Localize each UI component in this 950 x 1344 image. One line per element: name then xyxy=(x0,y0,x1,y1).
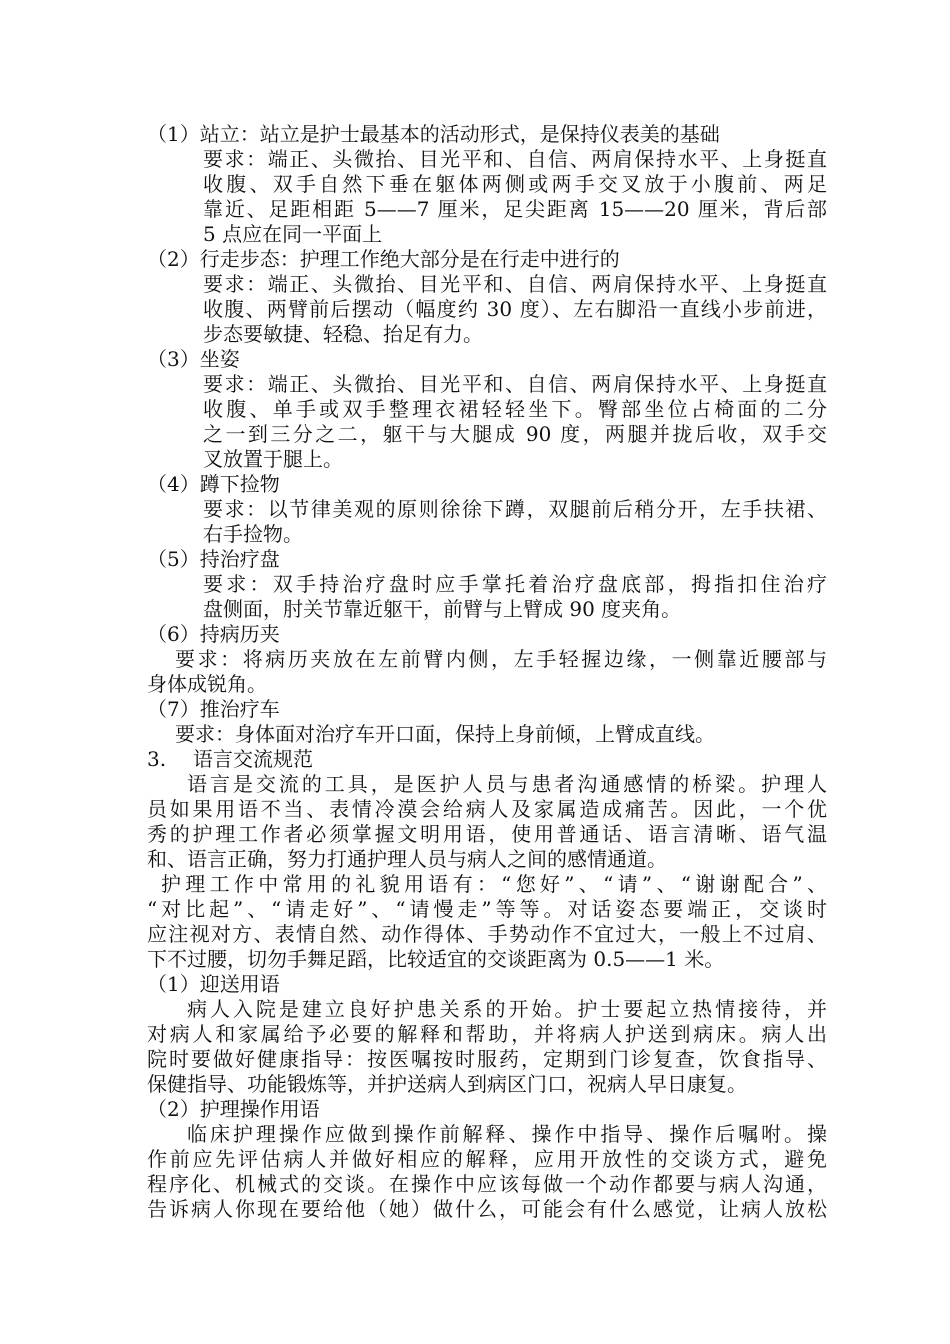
text-line xyxy=(147,147,827,172)
document-body xyxy=(147,122,827,1222)
text-line xyxy=(147,122,827,147)
text-line xyxy=(147,897,827,922)
text-line xyxy=(147,522,827,547)
line-text: （1）迎送用语 xyxy=(147,972,280,996)
line-text: 之一到三分之二，躯干与大腿成 90 度，两腿并拢后收，双手交 xyxy=(203,422,827,446)
line-text: 要求：以节律美观的原则徐徐下蹲，双腿前后稍分开，左手扶裙、 xyxy=(203,497,827,521)
line-text: 右手捡物。 xyxy=(203,522,303,546)
line-text: 应注视对方、表情自然、动作得体、手势动作不宜过大，一般上不过肩、 xyxy=(147,922,827,946)
line-text: 靠近、足距相距 5——7 厘米，足尖距离 15——20 厘米，背后部 xyxy=(203,197,827,221)
line-text: 要求：端正、头微抬、目光平和、自信、两肩保持水平、上身挺直 xyxy=(203,272,827,296)
line-text: 步态要敏捷、轻稳、抬足有力。 xyxy=(203,322,483,346)
text-line xyxy=(147,472,827,497)
text-line xyxy=(147,322,827,347)
text-line xyxy=(147,497,827,522)
line-text: （1）站立：站立是护士最基本的活动形式，是保持仪表美的基础 xyxy=(147,122,720,146)
text-line xyxy=(147,372,827,397)
text-line xyxy=(147,922,827,947)
line-text: 身体成锐角。 xyxy=(147,672,267,696)
line-text: “对比起”、“请走好”、“请慢走”等等。对话姿态要端正，交谈时 xyxy=(147,897,827,921)
text-line xyxy=(147,722,827,747)
line-text: 收腹、单手或双手整理衣裙轻轻坐下。臀部坐位占椅面的二分 xyxy=(203,397,827,421)
text-line xyxy=(147,297,827,322)
text-line xyxy=(147,697,827,722)
line-text: 要求：端正、头微抬、目光平和、自信、两肩保持水平、上身挺直 xyxy=(203,147,827,171)
line-text: （7）推治疗车 xyxy=(147,697,280,721)
line-text: 要求：身体面对治疗车开口面，保持上身前倾，上臂成直线。 xyxy=(175,722,715,746)
line-text: 告诉病人你现在要给他（她）做什么，可能会有什么感觉，让病人放松 xyxy=(147,1197,827,1221)
line-text: 下不过腰，切勿手舞足蹈，比较适宜的交谈距离为 0.5——1 米。 xyxy=(147,947,725,971)
text-line xyxy=(147,1072,827,1097)
line-text: （6）持病历夹 xyxy=(147,622,280,646)
text-line xyxy=(147,1047,827,1072)
line-text: 要求：双手持治疗盘时应手掌托着治疗盘底部，拇指扣住治疗 xyxy=(203,572,827,596)
text-line xyxy=(147,1122,827,1147)
text-line xyxy=(147,822,827,847)
text-line xyxy=(147,1022,827,1047)
line-text: 护理工作中常用的礼貌用语有：“您好”、“请”、“谢谢配合”、 xyxy=(161,872,827,896)
line-text: 秀的护理工作者必须掌握文明用语，使用普通话、语言清晰、语气温 xyxy=(147,822,827,846)
text-line xyxy=(147,1097,827,1122)
line-text: 和、语言正确，努力打通护理人员与病人之间的感情通道。 xyxy=(147,847,667,871)
text-line xyxy=(147,1197,827,1222)
line-text: （5）持治疗盘 xyxy=(147,547,280,571)
text-line xyxy=(147,647,827,672)
text-line xyxy=(147,972,827,997)
line-text: 要求：端正、头微抬、目光平和、自信、两肩保持水平、上身挺直 xyxy=(203,372,827,396)
line-text: 作前应先评估病人并做好相应的解释，应用开放性的交谈方式，避免 xyxy=(147,1147,827,1171)
text-line xyxy=(147,347,827,372)
line-text: 院时要做好健康指导：按医嘱按时服药，定期到门诊复查，饮食指导、 xyxy=(147,1047,827,1071)
line-text: （3）坐姿 xyxy=(147,347,240,371)
text-line xyxy=(147,247,827,272)
text-line xyxy=(147,197,827,222)
text-line xyxy=(147,1147,827,1172)
section-number: 3. xyxy=(147,747,167,771)
text-line xyxy=(147,272,827,297)
text-line xyxy=(147,622,827,647)
line-text: 语言交流规范 xyxy=(193,747,313,771)
text-line xyxy=(147,397,827,422)
text-line xyxy=(147,847,827,872)
text-line xyxy=(147,747,827,772)
line-text: 盘侧面，肘关节靠近躯干，前臂与上臂成 90 度夹角。 xyxy=(203,597,682,621)
line-text: 员如果用语不当、表情冷漠会给病人及家属造成痛苦。因此，一个优 xyxy=(147,797,827,821)
line-text: （2）护理操作用语 xyxy=(147,1097,320,1121)
text-line xyxy=(147,997,827,1022)
line-text: 叉放置于腿上。 xyxy=(203,447,343,471)
line-text: 病人入院是建立良好护患关系的开始。护士要起立热情接待，并 xyxy=(187,997,827,1021)
line-text: 收腹、双手自然下垂在躯体两侧或两手交叉放于小腹前、两足 xyxy=(203,172,827,196)
text-line xyxy=(147,772,827,797)
text-line xyxy=(147,947,827,972)
text-line xyxy=(147,597,827,622)
text-line xyxy=(147,547,827,572)
text-line xyxy=(147,672,827,697)
text-line xyxy=(147,797,827,822)
line-text: 5 点应在同一平面上 xyxy=(203,222,383,246)
text-line xyxy=(147,572,827,597)
text-line xyxy=(147,872,827,897)
line-text: 程序化、机械式的交谈。在操作中应该每做一个动作都要与病人沟通， xyxy=(147,1172,827,1196)
line-text: （2）行走步态：护理工作绝大部分是在行走中进行的 xyxy=(147,247,620,271)
text-line xyxy=(147,222,827,247)
text-line xyxy=(147,447,827,472)
line-text: 要求：将病历夹放在左前臂内侧，左手轻握边缘，一侧靠近腰部与 xyxy=(175,647,827,671)
line-text: 收腹、两臂前后摆动（幅度约 30 度）、左右脚沿一直线小步前进， xyxy=(203,297,827,321)
text-line xyxy=(147,1172,827,1197)
line-text: 对病人和家属给予必要的解释和帮助，并将病人护送到病床。病人出 xyxy=(147,1022,827,1046)
line-text: 语言是交流的工具，是医护人员与患者沟通感情的桥梁。护理人 xyxy=(187,772,827,796)
line-text: （4）蹲下捡物 xyxy=(147,472,280,496)
text-line xyxy=(147,422,827,447)
line-text: 保健指导、功能锻炼等，并护送病人到病区门口，祝病人早日康复。 xyxy=(147,1072,747,1096)
text-line xyxy=(147,172,827,197)
line-text: 临床护理操作应做到操作前解释、操作中指导、操作后嘱咐。操 xyxy=(187,1122,827,1146)
